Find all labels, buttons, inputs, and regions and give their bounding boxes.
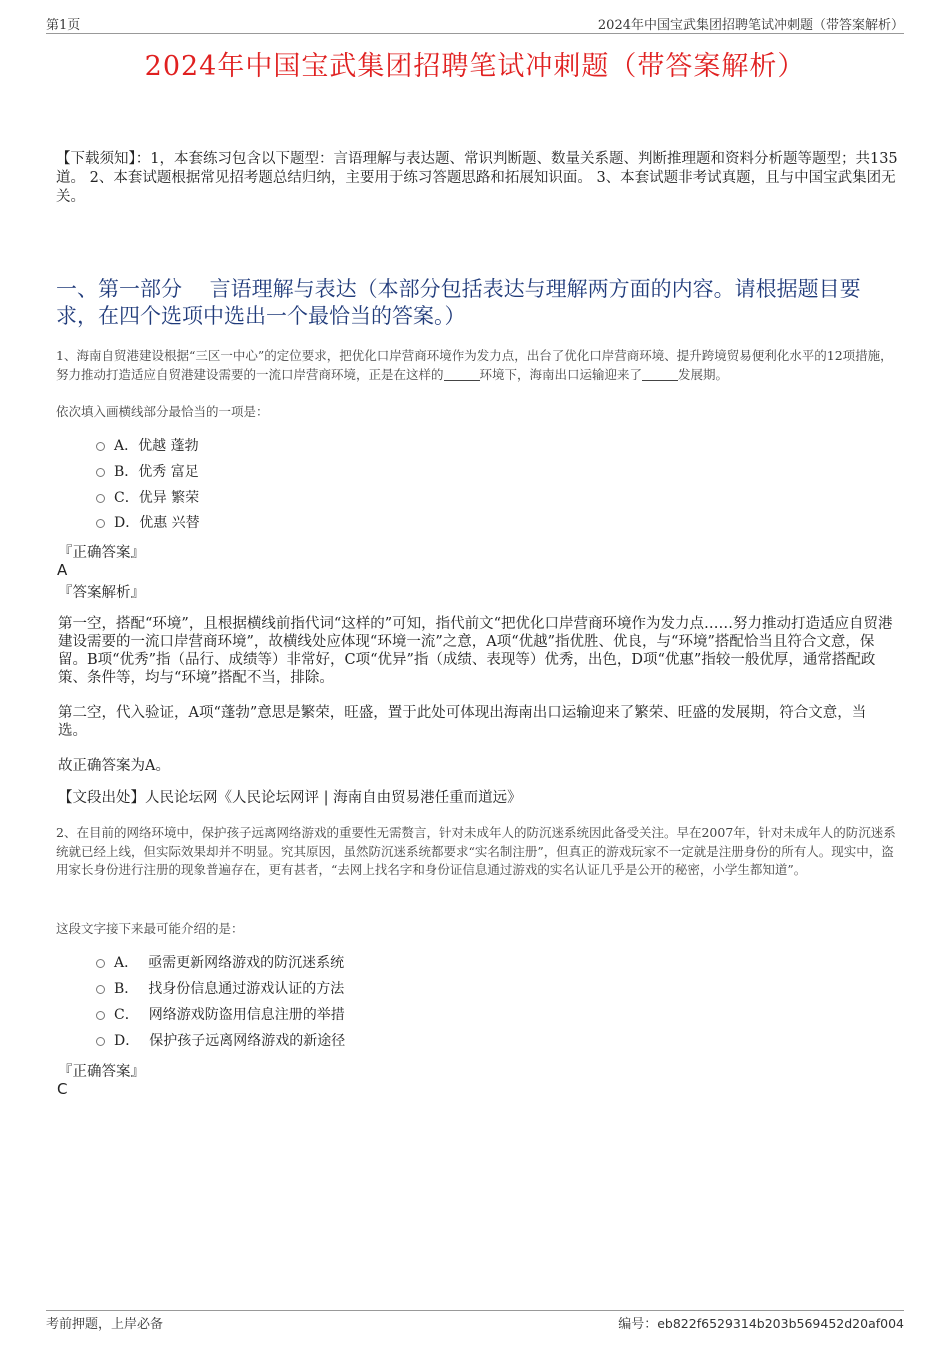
question-2-answer-label: 『正确答案』 [58,1064,145,1080]
radio-button-icon[interactable] [96,1037,105,1046]
option-letter: D． [114,515,140,531]
header-page-number: 第1页 [46,18,81,33]
option-letter: A． [114,955,139,971]
question-2-option-a[interactable] [96,954,344,972]
question-1-option-c[interactable] [96,489,199,507]
footer-doc-id [618,1313,904,1332]
blank-line [444,368,480,381]
option-letter: D． [114,1033,140,1049]
option-text: 找身份信息通过游戏认证的方法 [148,981,345,997]
option-text: 网络游戏防盗用信息注册的举措 [148,1007,345,1023]
footer-divider [46,1310,904,1311]
option-letter: B． [114,464,139,480]
question-1-source: 【文段出处】人民论坛网《人民论坛网评 | 海南自由贸易港任重而道远》 [58,790,522,806]
question-1-analysis-p1: 第一空，搭配“环境”，且根据横线前指代词“这样的”可知，指代前文“把优化口岸营商环境作为发力点……努力推动打造适应自贸港建设需要的一流口岸营商环境”，故横线处应体现“环境一流”之意，A项“优越”指优胜、优良，与“环境”搭配恰当且符合文意，保留。B项“优秀”指（品行、成绩等）非常好，C项“优异”指（成绩、表现等）优秀，出色，D项“优惠”指较一般优厚，通常搭配政策、条件等，均与“环境”搭配不当，排除。 [58,616,893,686]
radio-button-icon[interactable] [96,494,105,503]
question-2-answer: C [57,1080,68,1098]
question-1-stem [56,347,898,384]
radio-button-icon[interactable] [96,519,105,528]
option-letter: B． [114,981,139,997]
radio-button-icon[interactable] [96,959,105,968]
radio-button-icon[interactable] [96,442,105,451]
page-title: 2024年中国宝武集团招聘笔试冲刺题（带答案解析） [144,51,806,82]
question-2-option-c[interactable] [96,1006,345,1024]
radio-button-icon[interactable] [96,468,105,477]
option-text: 亟需更新网络游戏的防沉迷系统 [148,955,345,971]
option-letter: C． [114,1007,139,1023]
question-1-stem-part1: 1、海南自贸港建设根据“三区一中心”的定位要求，把优化口岸营商环境作为发力点，出台了优化口岸营商环境、提升跨境贸易便利化水平的12项措施，努力推动打造适应自贸港建设需要的一流口岸营商环境，正是在这样的 [56,348,893,382]
radio-button-icon[interactable] [96,1011,105,1020]
question-1-analysis-p2: 第二空，代入验证，A项“蓬勃”意思是繁荣，旺盛，置于此处可体现出海南出口运输迎来了繁荣、旺盛的发展期，符合文意，当选。 [58,705,867,739]
download-notice: 【下载须知】：1，本套练习包含以下题型：言语理解与表达题、常识判断题、数量关系题、判断推理题和资料分析题等题型；共135道。 2、本套试题根据常见招考题总结归纳，主要用于练习答题思路和拓展知识面。 3、本套试题非考试真题，且与中国宝武集团无关。 [56,151,898,205]
footer-id-code: eb822f6529314b203b569452d20af004 [657,1316,904,1331]
option-text: 保护孩子远离网络游戏的新途径 [149,1033,346,1049]
question-1-prompt: 依次填入画横线部分最恰当的一项是： [56,404,269,419]
option-text: 优越 蓬勃 [138,438,199,454]
option-text: 优异 繁荣 [138,490,200,506]
question-1-option-b[interactable] [96,463,199,481]
header-divider [46,33,904,34]
footer-id-label: 编号： [618,1317,658,1332]
blank-line [642,368,678,381]
footer-slogan: 考前押题，上岸必备 [46,1317,164,1332]
question-2-prompt: 这段文字接下来最可能介绍的是： [56,921,244,936]
question-2-option-d[interactable] [96,1032,345,1050]
question-2-stem: 2、在目前的网络环境中，保护孩子远离网络游戏的重要性无需赘言，针对未成年人的防沉迷系统因此备受关注。早在2007年，针对未成年人的防沉迷系统就已经上线，但实际效果却并不明显。究其原因，虽然防沉迷系统都要求“实名制注册”，但真正的游戏玩家不一定就是注册身份的所有人。现实中，盗用家长身份进行注册的现象普遍存在，更有甚者，“去网上找名字和身份证信息通过游戏的实名认证几乎是公开的秘密，小学生都知道”。 [56,825,896,877]
question-1-stem-part2: 环境下，海南出口运输迎来了 [479,366,643,382]
radio-button-icon[interactable] [96,985,105,994]
question-1-option-a[interactable] [96,437,199,455]
option-text: 优惠 兴替 [139,515,200,531]
question-1-answer-label: 『正确答案』 [58,545,145,561]
option-letter: A． [114,438,139,454]
question-1-option-d[interactable] [96,514,200,532]
question-2-option-b[interactable] [96,980,344,998]
question-1-stem-part3: 发展期。 [678,366,729,382]
option-text: 优秀 富足 [138,464,199,480]
question-1-answer: A [57,561,68,579]
question-1-analysis-label: 『答案解析』 [58,585,145,601]
question-1-analysis-p3: 故正确答案为A。 [58,758,170,774]
option-letter: C． [114,490,139,506]
header-doc-title: 2024年中国宝武集团招聘笔试冲刺题（带答案解析） [597,18,904,33]
section-heading: 一、第一部分 言语理解与表达（本部分包括表达与理解两方面的内容。请根据题目要求，在四个选项中选出一个最恰当的答案。） [56,277,861,328]
